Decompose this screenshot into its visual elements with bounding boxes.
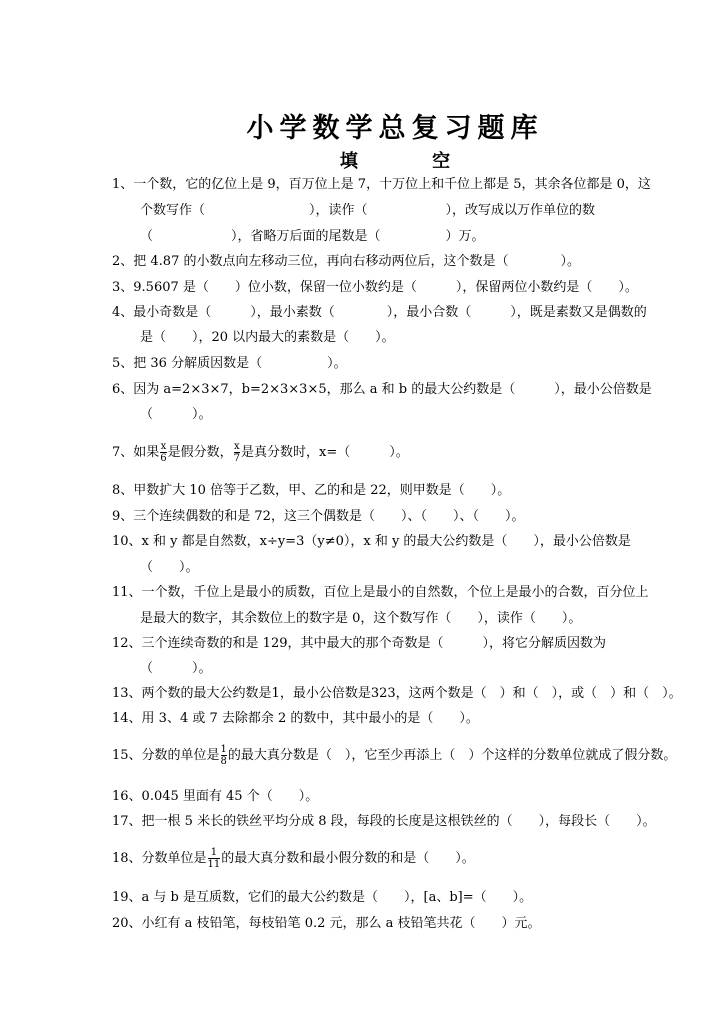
question-11-line-2: 是最大的数字，其余数位上的数字是 0，这个数写作（ ），读作（ ）。 <box>140 611 582 626</box>
question-10-line-2: （ ）。 <box>140 560 199 575</box>
fraction-numerator: 1 <box>210 847 218 858</box>
question-12-line-2: （ ）。 <box>140 661 212 676</box>
fraction-x-over-6 <box>160 441 166 464</box>
question-15-suffix: 的最大真分数是（ ），它至少再添上（ ）个这样的分数单位就成了假分数。 <box>227 748 677 763</box>
fraction-numerator: 1 <box>220 744 227 755</box>
question-5: 5、把 36 分解质因数是（ ）。 <box>112 356 347 371</box>
question-16: 16、0.045 里面有 45 个（ ）。 <box>112 789 319 804</box>
fraction-numerator: x <box>234 441 240 452</box>
question-7-middle: 是假分数， <box>167 445 233 460</box>
question-12-line-1: 12、三个连续奇数的和是 129，其中最大的那个奇数是（ ），将它分解质因数为 <box>112 636 606 651</box>
question-7 <box>112 440 687 466</box>
fraction-denominator: 11 <box>207 859 221 870</box>
question-15 <box>112 743 687 769</box>
question-4-line-1: 4、最小奇数是（ ），最小素数（ ），最小合数（ ），既是素数又是偶数的 <box>112 305 647 320</box>
question-7-suffix: 是真分数时，x=（ ）。 <box>241 445 409 460</box>
fraction-1-over-8 <box>221 744 227 767</box>
fraction-denominator: 7 <box>233 453 241 464</box>
question-2: 2、把 4.87 的小数点向左移动三位，再向右移动两位后，这个数是（ ）。 <box>112 254 580 269</box>
question-15-prefix: 15、分数的单位是 <box>112 748 220 763</box>
question-14: 14、用 3、4 或 7 去除都余 2 的数中，其中最小的是（ ）。 <box>112 711 479 726</box>
question-1-line-3: （ ），省略万后面的尾数是（ ）万。 <box>140 229 485 244</box>
fraction-numerator: x <box>160 441 167 452</box>
fraction-x-over-7 <box>234 441 240 464</box>
question-6-line-1: 6、因为 a=2×3×7，b=2×3×3×5，那么 a 和 b 的最大公约数是（ ），最小公倍数是 <box>112 382 652 397</box>
question-18-suffix: 的最大真分数和最小假分数的和是（ ）。 <box>221 851 475 866</box>
question-7-prefix: 7、如果 <box>112 445 160 460</box>
question-11-line-1: 11、一个数，千位上是最小的质数，百位上是最小的自然数，个位上是最小的合数，百分位上 <box>112 585 649 600</box>
question-19: 19、a 与 b 是互质数，它们的最大公约数是（ ），[a、b]=（ ）。 <box>112 890 533 905</box>
fraction-denominator: 6 <box>160 453 167 464</box>
question-6-line-2: （ ）。 <box>140 407 212 422</box>
question-10-line-1: 10、x 和 y 都是自然数，x÷y=3（y≠0），x 和 y 的最大公约数是（ ），最小公倍数是 <box>112 534 631 549</box>
question-1-line-1: 1、一个数，它的亿位上是 9，百万位上是 7，十万位上和千位上都是 5，其余各位都是 0，这 <box>112 177 651 192</box>
fraction-denominator: 8 <box>220 756 227 767</box>
question-8: 8、甲数扩大 10 倍等于乙数，甲、乙的和是 22，则甲数是（ ）。 <box>112 483 511 498</box>
question-20: 20、小红有 a 枝铅笔，每枝铅笔 0.2 元，那么 a 枝铅笔共花（ ）元。 <box>112 916 541 931</box>
question-1-line-2: 个数写作（ ），读作（ ），改写成以万作单位的数 <box>140 203 596 218</box>
fraction-1-over-11 <box>208 847 221 870</box>
section-heading: 填 空 <box>339 151 485 172</box>
question-18-prefix: 18、分数单位是 <box>112 851 207 866</box>
question-4-line-2: 是（ ），20 以内最大的素数是（ ）。 <box>140 330 395 345</box>
question-3: 3、9.5607 是（ ）位小数，保留一位小数约是（ ），保留两位小数约是（ ）。 <box>112 280 638 295</box>
question-13: 13、两个数的最大公约数是1，最小公倍数是323，这两个数是（ ）和（ ），或（ ）和（ ）。 <box>112 686 682 701</box>
question-18 <box>112 846 687 872</box>
question-9: 9、三个连续偶数的和是 72，这三个偶数是（ ）、（ ）、（ ）。 <box>112 509 525 524</box>
page-title: 小学数学总复习题库 <box>246 113 544 144</box>
question-17: 17、把一根 5 米长的铁丝平均分成 8 段，每段的长度是这根铁丝的（ ），每段长（ ）。 <box>112 814 656 829</box>
